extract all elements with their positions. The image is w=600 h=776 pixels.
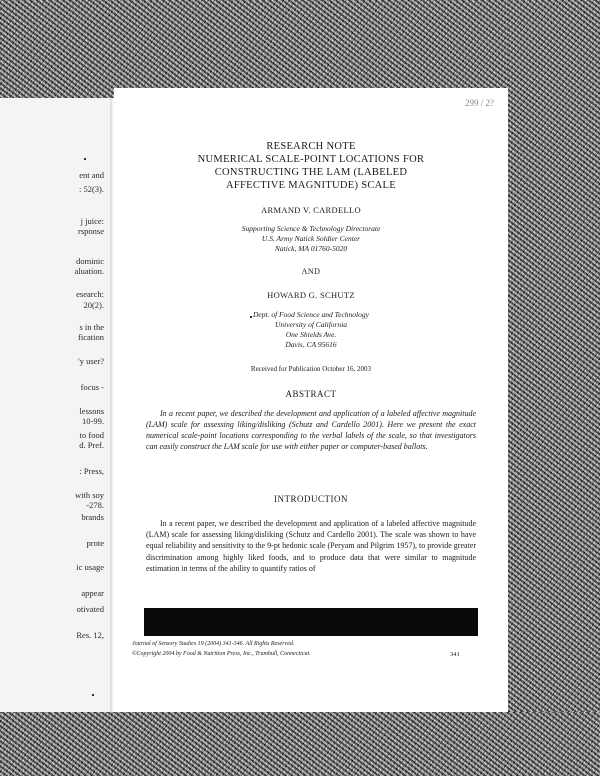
left-fragment: with soy <box>74 490 104 500</box>
introduction-heading: INTRODUCTION <box>274 494 348 504</box>
left-fragment: 20(2). <box>83 300 104 310</box>
author-name: ARMAND V. CARDELLO <box>261 205 361 215</box>
left-fragment: Res. 12, <box>76 630 104 640</box>
left-fragment: dominic <box>76 256 104 266</box>
affiliation-line: U.S. Army Natick Soldier Center <box>261 234 361 243</box>
left-fragment: ent and <box>79 170 104 180</box>
left-page-edge <box>0 98 110 712</box>
left-fragment: s in the <box>79 322 104 332</box>
copyright-line: ©Copyright 2004 by Food & Nutrition Press, Inc., Trumbull, Connecticut. <box>132 651 311 657</box>
introduction-text: In a recent paper, we described the development and application of a labeled affective magnitude (LAM) scale for assessing liking/disliking (Schutz and Cardello 2001). The scale was shown to have equal reliability and sensitivity to the 9-pt hedonic scale (Peryam and Pilgrim 1957), to provide greater discrimination among highly liked foods, and to produce data that were similar to magnitude estimation in terms of the ability to quantify ratios of <box>146 519 476 573</box>
left-fragment: : 52(3). <box>78 184 104 194</box>
page-number-bottom: 341 <box>450 651 460 658</box>
left-fragment: : Press, <box>79 466 104 476</box>
left-fragment: otivated <box>76 604 104 614</box>
paper-title <box>114 140 508 192</box>
left-fragment: appear <box>81 588 104 598</box>
received-date: Received for Publication October 16, 2003 <box>250 365 372 373</box>
affiliation-line: Davis, CA 95616 <box>285 340 337 349</box>
left-fragment: esearch: <box>76 289 104 299</box>
left-fragment: rsponse <box>78 226 104 236</box>
abstract-heading: ABSTRACT <box>285 389 337 399</box>
left-fragment: to food <box>79 430 104 440</box>
left-fragment: aluation. <box>74 266 104 276</box>
affiliation-line: University of California <box>274 320 348 329</box>
title-line: CONSTRUCTING THE LAM (LABELED <box>214 167 408 178</box>
scan-noise-bottom <box>0 712 600 776</box>
scan-speck <box>92 694 94 696</box>
author-affiliation <box>114 224 508 254</box>
left-fragment: 'y user? <box>78 356 104 366</box>
scan-noise-right <box>508 0 600 776</box>
affiliation-line: Supporting Science & Technology Directorate <box>241 224 381 233</box>
left-fragment: d. Pref. <box>79 440 104 450</box>
scan-speck <box>250 316 252 318</box>
affiliation-line: Natick, MA 01760-5020 <box>274 244 348 253</box>
left-fragment: prote <box>86 538 104 548</box>
journal-citation: Journal of Sensory Studies 19 (2004) 341-346. All Rights Reserved. <box>132 641 295 647</box>
abstract-text: In a recent paper, we described the development and application of a labeled affective magnitude (LAM) scale for assessing liking/disliking (Schutz and Cardello 2001). Here we present the exact numerical scale-point locations corresponding to the verbal labels of the scale, so that investigators can easily construct the LAM scale for use with either paper or computer-based ballots. <box>146 409 476 451</box>
left-fragment: brands <box>81 512 104 522</box>
title-line: RESEARCH NOTE <box>266 141 356 152</box>
author-affiliation <box>114 310 508 350</box>
left-fragment: lessons <box>79 406 104 416</box>
affiliation-line: One Shields Ave. <box>285 330 337 339</box>
title-line: AFFECTIVE MAGNITUDE) SCALE <box>226 180 396 191</box>
redaction-bar <box>144 608 478 636</box>
left-fragment: ic usage <box>76 562 104 572</box>
paper-page <box>114 88 508 712</box>
left-fragment: j juice: <box>80 216 104 226</box>
and-separator: AND <box>301 267 321 276</box>
left-fragment: fication <box>78 332 104 342</box>
title-line: NUMERICAL SCALE-POINT LOCATIONS FOR <box>197 154 425 165</box>
left-fragment: focus - <box>80 382 104 392</box>
affiliation-line: Dept. of Food Science and Technology <box>253 310 369 319</box>
author-name: HOWARD G. SCHUTZ <box>267 290 355 300</box>
page-number-top: 299 / 2? <box>465 98 494 108</box>
scan-speck <box>84 158 86 160</box>
left-fragment: -278. <box>86 500 104 510</box>
left-fragment: 10-99. <box>82 416 104 426</box>
